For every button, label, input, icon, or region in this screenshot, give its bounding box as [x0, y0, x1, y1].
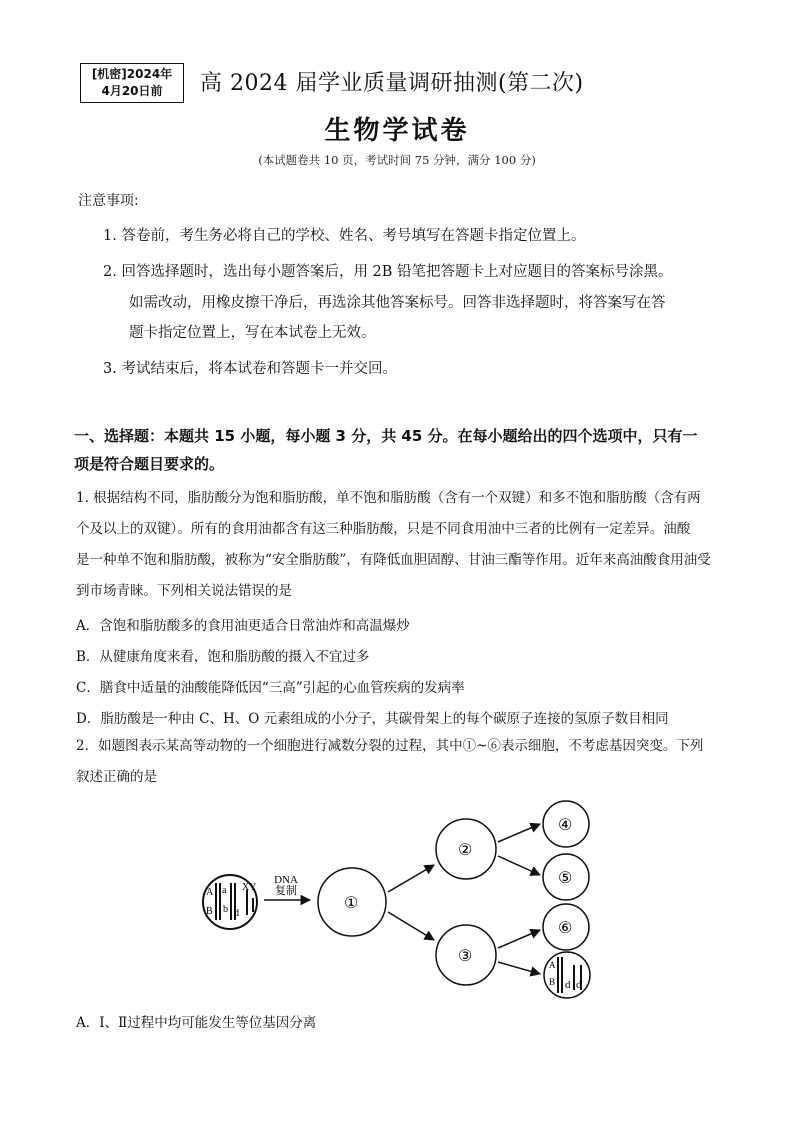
notice-item-1: 1. 答卷前，考生务必将自己的学校、姓名、考号填写在答题卡指定位置上。: [103, 228, 586, 244]
gene-label: A: [206, 887, 214, 898]
cell-5-label: ⑤: [558, 870, 573, 887]
cell-3-label: ③: [458, 948, 473, 965]
arrow-2-to-4: [498, 824, 540, 842]
q2-line: 叙述正确的是: [76, 769, 157, 785]
arrow-3-to-7: [498, 962, 540, 974]
q1-option-c: C．膳食中适量的油酸能降低因“三高”引起的心血管疾病的发病率: [76, 680, 465, 696]
confidential-box: [80, 63, 184, 103]
section-heading-line-1: 一、选择题：本题共 15 小题，每小题 3 分，共 45 分。在每小题给出的四个选项中，只有一: [74, 427, 698, 445]
notice-item-3: 3. 考试结束后，将本试卷和答题卡一并交回。: [103, 361, 397, 377]
cell-6-label: ⑥: [558, 920, 573, 937]
exam-info: (本试题卷共 10 页，考试时间 75 分钟，满分 100 分): [258, 153, 536, 167]
notice-item-2-cont2: 题卡指定位置上，写在本试卷上无效。: [129, 325, 376, 341]
gene-label: A: [549, 960, 556, 970]
cell-4-label: ④: [558, 817, 573, 834]
sex-chromosome-label: XY: [242, 882, 257, 893]
q2-option-a: A．Ⅰ、Ⅱ过程中均可能发生等位基因分离: [76, 1015, 317, 1031]
initial-cell: [203, 875, 257, 929]
section-heading-line-2: 项是符合题目要求的。: [74, 455, 225, 473]
notice-item-2-cont: 如需改动，用橡皮擦干净后，再选涂其他答案标号。回答非选择题时，将答案写在答: [129, 295, 666, 311]
q1-line: 个及以上的双键）。所有的食用油都含有这三种脂肪酸，只是不同食用油中三者的比例有一定差异。油酸: [76, 521, 691, 537]
gene-label: a: [222, 885, 227, 896]
arrow-1-to-2: [388, 865, 434, 892]
q1-option-b: B．从健康角度来看，饱和脂肪酸的摄入不宜过多: [76, 649, 370, 665]
gene-label: d: [234, 908, 239, 919]
q2-line: 2．如题图表示某高等动物的一个细胞进行减数分裂的过程，其中①~⑥表示细胞，不考虑基因突变。下列: [76, 738, 704, 754]
gene-label: B: [549, 977, 556, 987]
gene-label: d: [576, 979, 582, 991]
gene-label: b: [223, 904, 228, 915]
arrow-2-to-5: [498, 856, 540, 875]
q1-option-a: A．含饱和脂肪酸多的食用油更适合日常油炸和高温爆炒: [76, 618, 410, 634]
arrow-3-to-6: [498, 930, 540, 948]
q1-line: 1. 根据结构不同，脂肪酸分为饱和脂肪酸，单不饱和脂肪酸（含有一个双键）和多不饱和脂肪酸（含有两: [76, 490, 701, 506]
notice-item-2: 2. 回答选择题时，选出每小题答案后，用 2B 铅笔把答题卡上对应题目的答案标号涂黑。: [103, 264, 673, 280]
gene-label: B: [206, 906, 213, 917]
arrow-label-replicate: 复制: [275, 885, 297, 897]
arrow-label-dna: DNA: [274, 874, 298, 886]
q1-line: 到市场青睐。下列相关说法错误的是: [76, 583, 292, 599]
meiosis-diagram: [190, 790, 610, 1000]
gene-label: d: [565, 979, 571, 991]
final-cell: [544, 952, 590, 998]
q1-option-d: D．脂肪酸是一种由 C、H、O 元素组成的小分子，其碳骨架上的每个碳原子连接的氢原子数目相同: [76, 711, 669, 727]
arrow-1-to-3: [388, 912, 434, 940]
confidential-line-1: [机密]2024年: [91, 67, 173, 81]
section-heading: [74, 422, 724, 478]
question-2-stem: [76, 731, 726, 793]
confidential-line-2: 4月20日前: [101, 84, 163, 98]
exam-title: 高 2024 届学业质量调研抽测(第二次): [200, 71, 584, 96]
cell-1-label: ①: [344, 895, 359, 912]
notice-heading: 注意事项:: [78, 193, 139, 209]
question-1-stem: [76, 483, 726, 607]
cell-2-label: ②: [458, 842, 473, 859]
subject-title: 生物学试卷: [324, 116, 470, 146]
q1-line: 是一种单不饱和脂肪酸，被称为“安全脂肪酸”，有降低血胆固醇、甘油三酯等作用。近年来高油酸食用油受: [76, 552, 711, 568]
